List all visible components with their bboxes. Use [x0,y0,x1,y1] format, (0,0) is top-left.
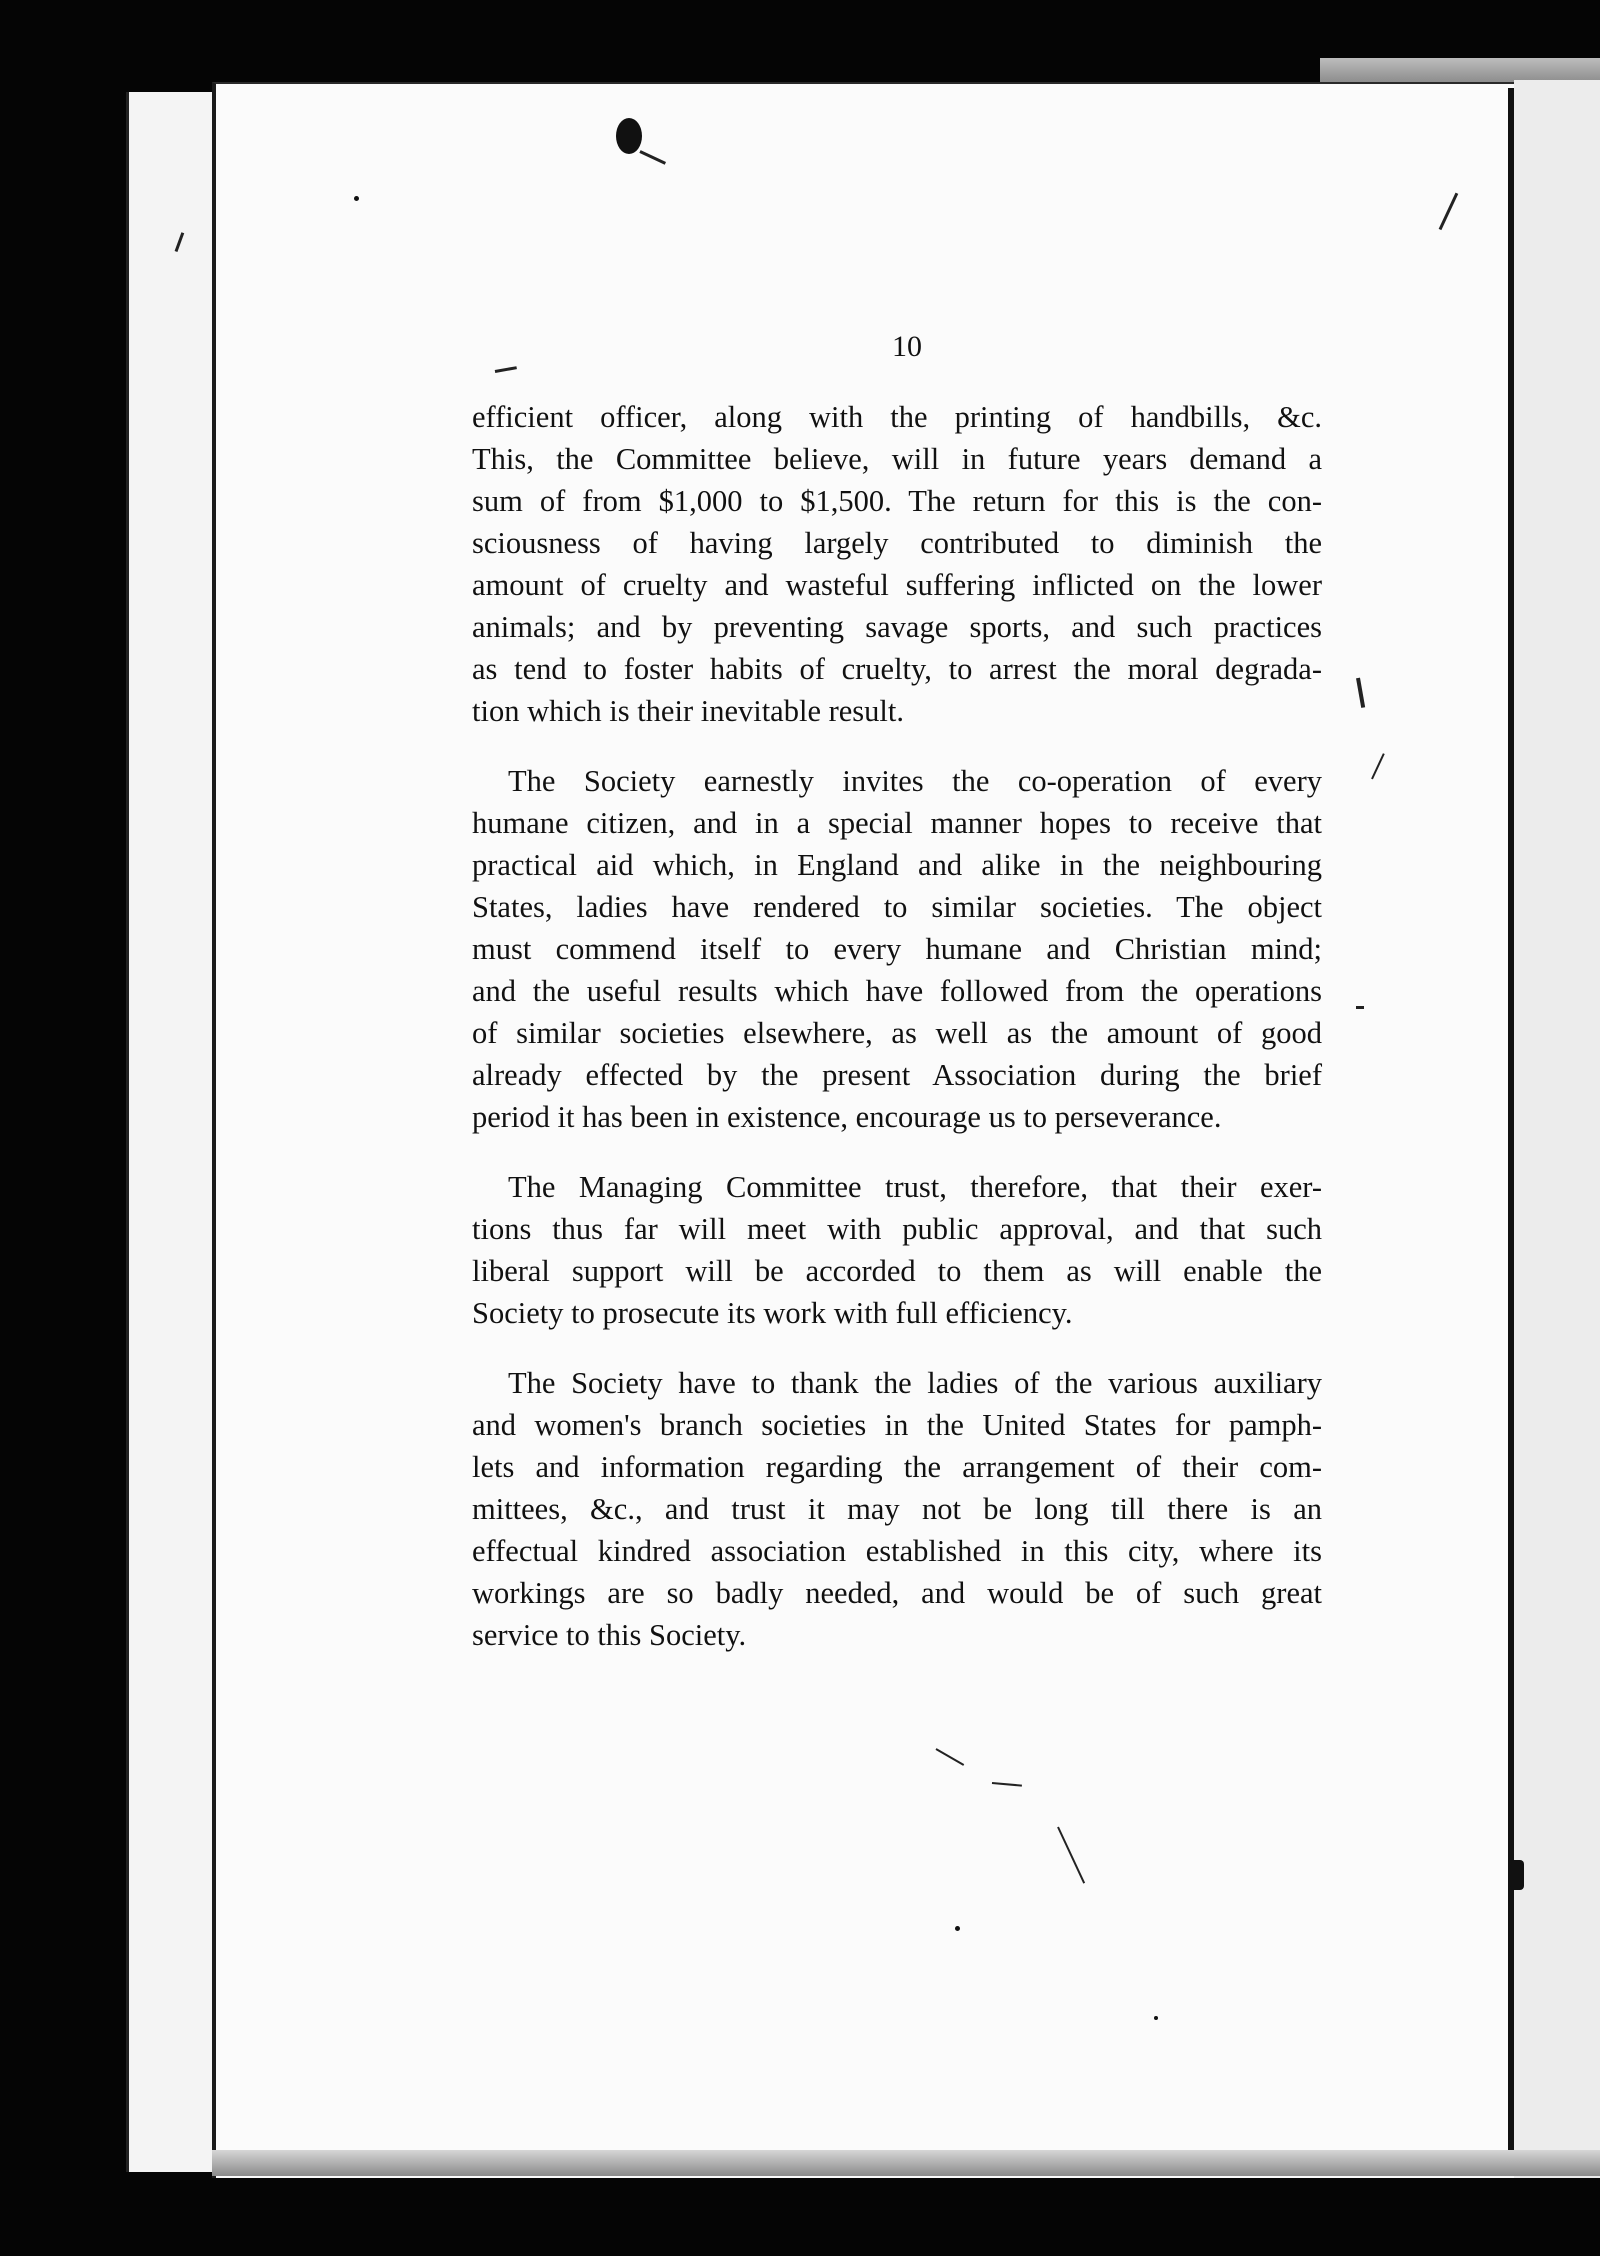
text-line: as tend to foster habits of cruelty, to arrest the moral degrada- [472,652,1322,686]
text-line: and women's branch societies in the United States for pamph- [472,1408,1322,1442]
text-line: and the useful results which have followed from the operations [472,974,1322,1008]
paragraph-2 [472,760,1322,1138]
text-line: workings are so badly needed, and would be of such great [472,1576,1322,1610]
text-line: already effected by the present Association during the brief [472,1058,1322,1092]
text-line: tions thus far will meet with public approval, and that such [472,1212,1322,1246]
speck [1510,1860,1524,1890]
speck [955,1926,960,1931]
speck [354,196,359,201]
text-line: period it has been in existence, encourage us to perseverance. [472,1100,1222,1134]
text-line: humane citizen, and in a special manner hopes to receive that [472,806,1322,840]
text-line: animals; and by preventing savage sports, and such practices [472,610,1322,644]
facing-page-edge [1514,80,1600,2178]
text-line: effectual kindred association established in this city, where its [472,1534,1322,1568]
text-line: The Society earnestly invites the co-operation of every [508,764,1322,798]
text-line: sciousness of having largely contributed to diminish the [472,526,1322,560]
paragraph-4 [472,1362,1322,1656]
text-line: tion which is their inevitable result. [472,694,904,728]
ink-blot [616,118,642,154]
body-text [472,396,1322,1684]
text-line: sum of from $1,000 to $1,500. The return for this is the con- [472,484,1322,518]
text-line: service to this Society. [472,1618,747,1652]
text-line: of similar societies elsewhere, as well as the amount of good [472,1016,1322,1050]
underlying-page-edge [126,92,219,2172]
text-line: efficient officer, along with the printing of handbills, &c. [472,400,1322,434]
text-line: amount of cruelty and wasteful suffering inflicted on the lower [472,568,1322,602]
text-line: The Society have to thank the ladies of the various auxiliary [508,1366,1322,1400]
text-line: must commend itself to every humane and Christian mind; [472,932,1322,966]
speck [1154,2016,1158,2020]
text-line: practical aid which, in England and alike in the neighbouring [472,848,1322,882]
text-line: States, ladies have rendered to similar societies. The object [472,890,1322,924]
text-line: This, the Committee believe, will in future years demand a [472,442,1322,476]
text-line: liberal support will be accorded to them as will enable the [472,1254,1322,1288]
text-line: The Managing Committee trust, therefore, that their exer- [508,1170,1322,1204]
text-line: Society to prosecute its work with full efficiency. [472,1296,1073,1330]
paragraph-1 [472,396,1322,732]
bottom-binding-strip [212,2150,1600,2176]
ink-mark [1356,1006,1364,1009]
text-line: mittees, &c., and trust it may not be long till there is an [472,1492,1322,1526]
paragraph-3 [472,1166,1322,1334]
page-number: 10 [892,330,922,363]
text-line: lets and information regarding the arrangement of their com- [472,1450,1322,1484]
